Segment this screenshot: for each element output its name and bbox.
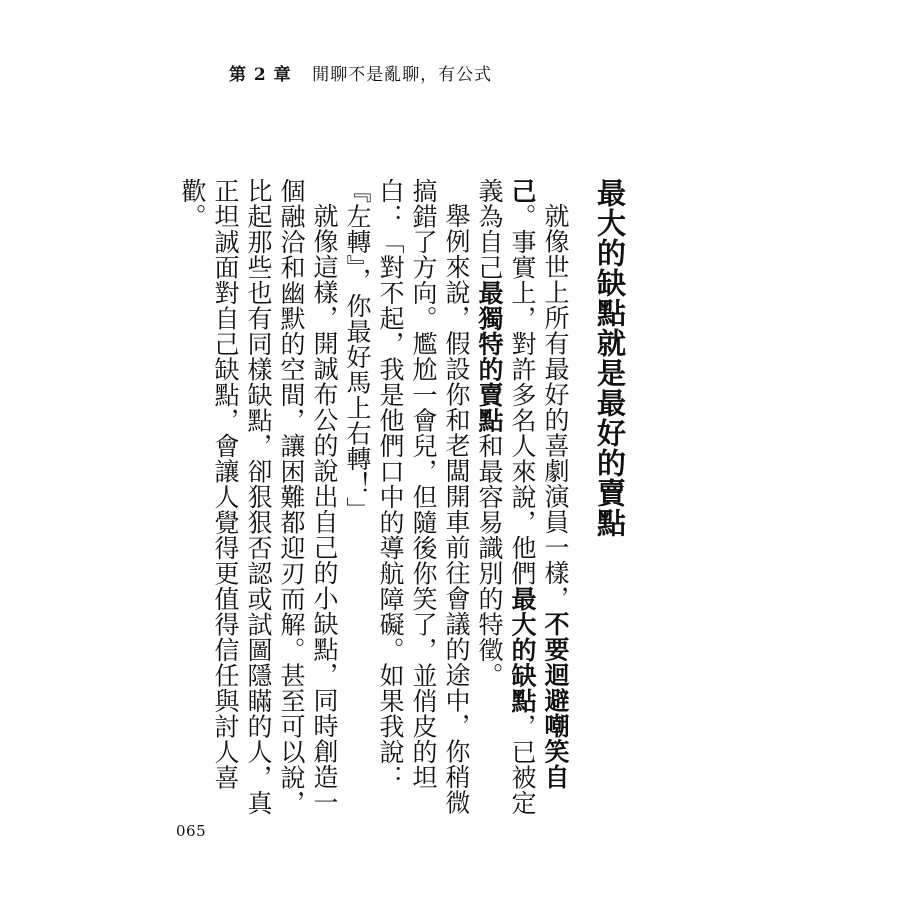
chapter-label: 第 2 章 — [229, 65, 292, 85]
chapter-title: 閒聊不是亂聊，有公式 — [312, 65, 493, 85]
paragraph-text: 。事實上，對許多名人來說，他們 — [508, 203, 537, 586]
paragraph — [176, 178, 341, 818]
paragraph — [341, 178, 473, 818]
paragraph-text: 舉例來說，假設你和老闆開車前往會議的途中，你稍微搞錯了方向。尷尬一會兒，但隨後你笑了，並俏皮的坦白：「對不起，我是他們口中的導航障礙。如果我說：『左轉』，你最好馬上右轉！」 — [343, 178, 471, 815]
section-heading: 最大的缺點就是最好的賣點 — [593, 178, 627, 538]
body-text — [178, 178, 572, 818]
paragraph-text: 和最容易識別的特徵。 — [475, 433, 504, 688]
emphasis-text: 最大的缺點 — [508, 586, 537, 714]
page-number: 065 — [176, 822, 207, 840]
running-head — [229, 64, 492, 86]
paragraph — [473, 178, 572, 818]
paragraph-text: ，已被定義為自己 — [475, 178, 537, 816]
emphasis-text: 最獨特的賣點 — [475, 280, 504, 433]
paragraph-text: 就像這樣，開誠布公的說出自己的小缺點，同時創造一個融洽和幽默的空間，讓困難都迎刃而解。甚至可以說，比起那些也有同樣缺點，卻狠狠否認或試圖隱瞞的人，真正坦誠面對自己缺點，會讓人覺得更值得信任與討人喜歡。 — [178, 178, 339, 816]
emphasis-text: 不要迴避嘲笑自己 — [508, 178, 570, 790]
paragraph-text: 就像世上所有最好的喜劇演員一樣， — [541, 203, 570, 611]
